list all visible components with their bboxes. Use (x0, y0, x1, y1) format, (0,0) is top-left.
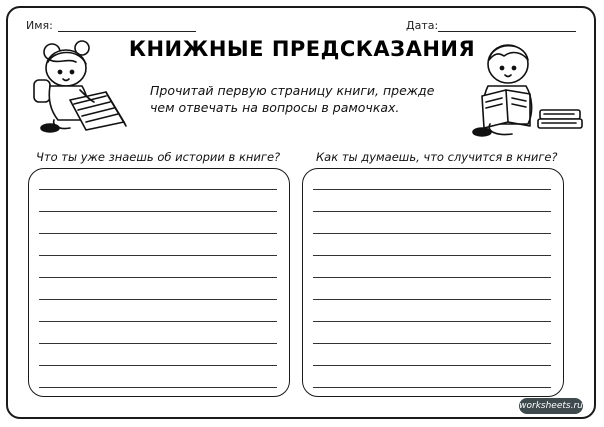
writing-line[interactable] (39, 387, 277, 388)
writing-line[interactable] (313, 211, 551, 212)
watermark-badge: worksheets.ru (519, 398, 583, 414)
writing-line[interactable] (313, 255, 551, 256)
writing-line[interactable] (39, 255, 277, 256)
writing-line[interactable] (39, 343, 277, 344)
worksheet-title: КНИЖНЫЕ ПРЕДСКАЗАНИЯ (128, 37, 476, 61)
instructions-text: Прочитай первую страницу книги, прежде чем отвечать на вопросы в рамочках. (150, 83, 435, 115)
writing-line[interactable] (313, 343, 551, 344)
answer-box-left[interactable] (28, 168, 290, 397)
writing-line[interactable] (313, 189, 551, 190)
girl-reading-book-icon (24, 40, 134, 135)
date-label: Дата: (406, 19, 439, 32)
writing-line[interactable] (39, 277, 277, 278)
writing-line[interactable] (313, 365, 551, 366)
date-field[interactable] (438, 31, 576, 32)
boy-reading-book-icon (468, 38, 586, 138)
writing-line[interactable] (313, 277, 551, 278)
question-left: Что ты уже знаешь об истории в книге? (36, 150, 281, 164)
name-field[interactable] (58, 31, 196, 32)
writing-line[interactable] (39, 233, 277, 234)
writing-line[interactable] (313, 321, 551, 322)
writing-line[interactable] (313, 233, 551, 234)
name-label: Имя: (26, 19, 53, 32)
writing-line[interactable] (313, 387, 551, 388)
writing-line[interactable] (39, 189, 277, 190)
writing-line[interactable] (313, 299, 551, 300)
question-right: Как ты думаешь, что случится в книге? (316, 150, 558, 164)
answer-box-right[interactable] (302, 168, 564, 397)
writing-line[interactable] (39, 299, 277, 300)
writing-line[interactable] (39, 365, 277, 366)
writing-line[interactable] (39, 211, 277, 212)
writing-line[interactable] (39, 321, 277, 322)
